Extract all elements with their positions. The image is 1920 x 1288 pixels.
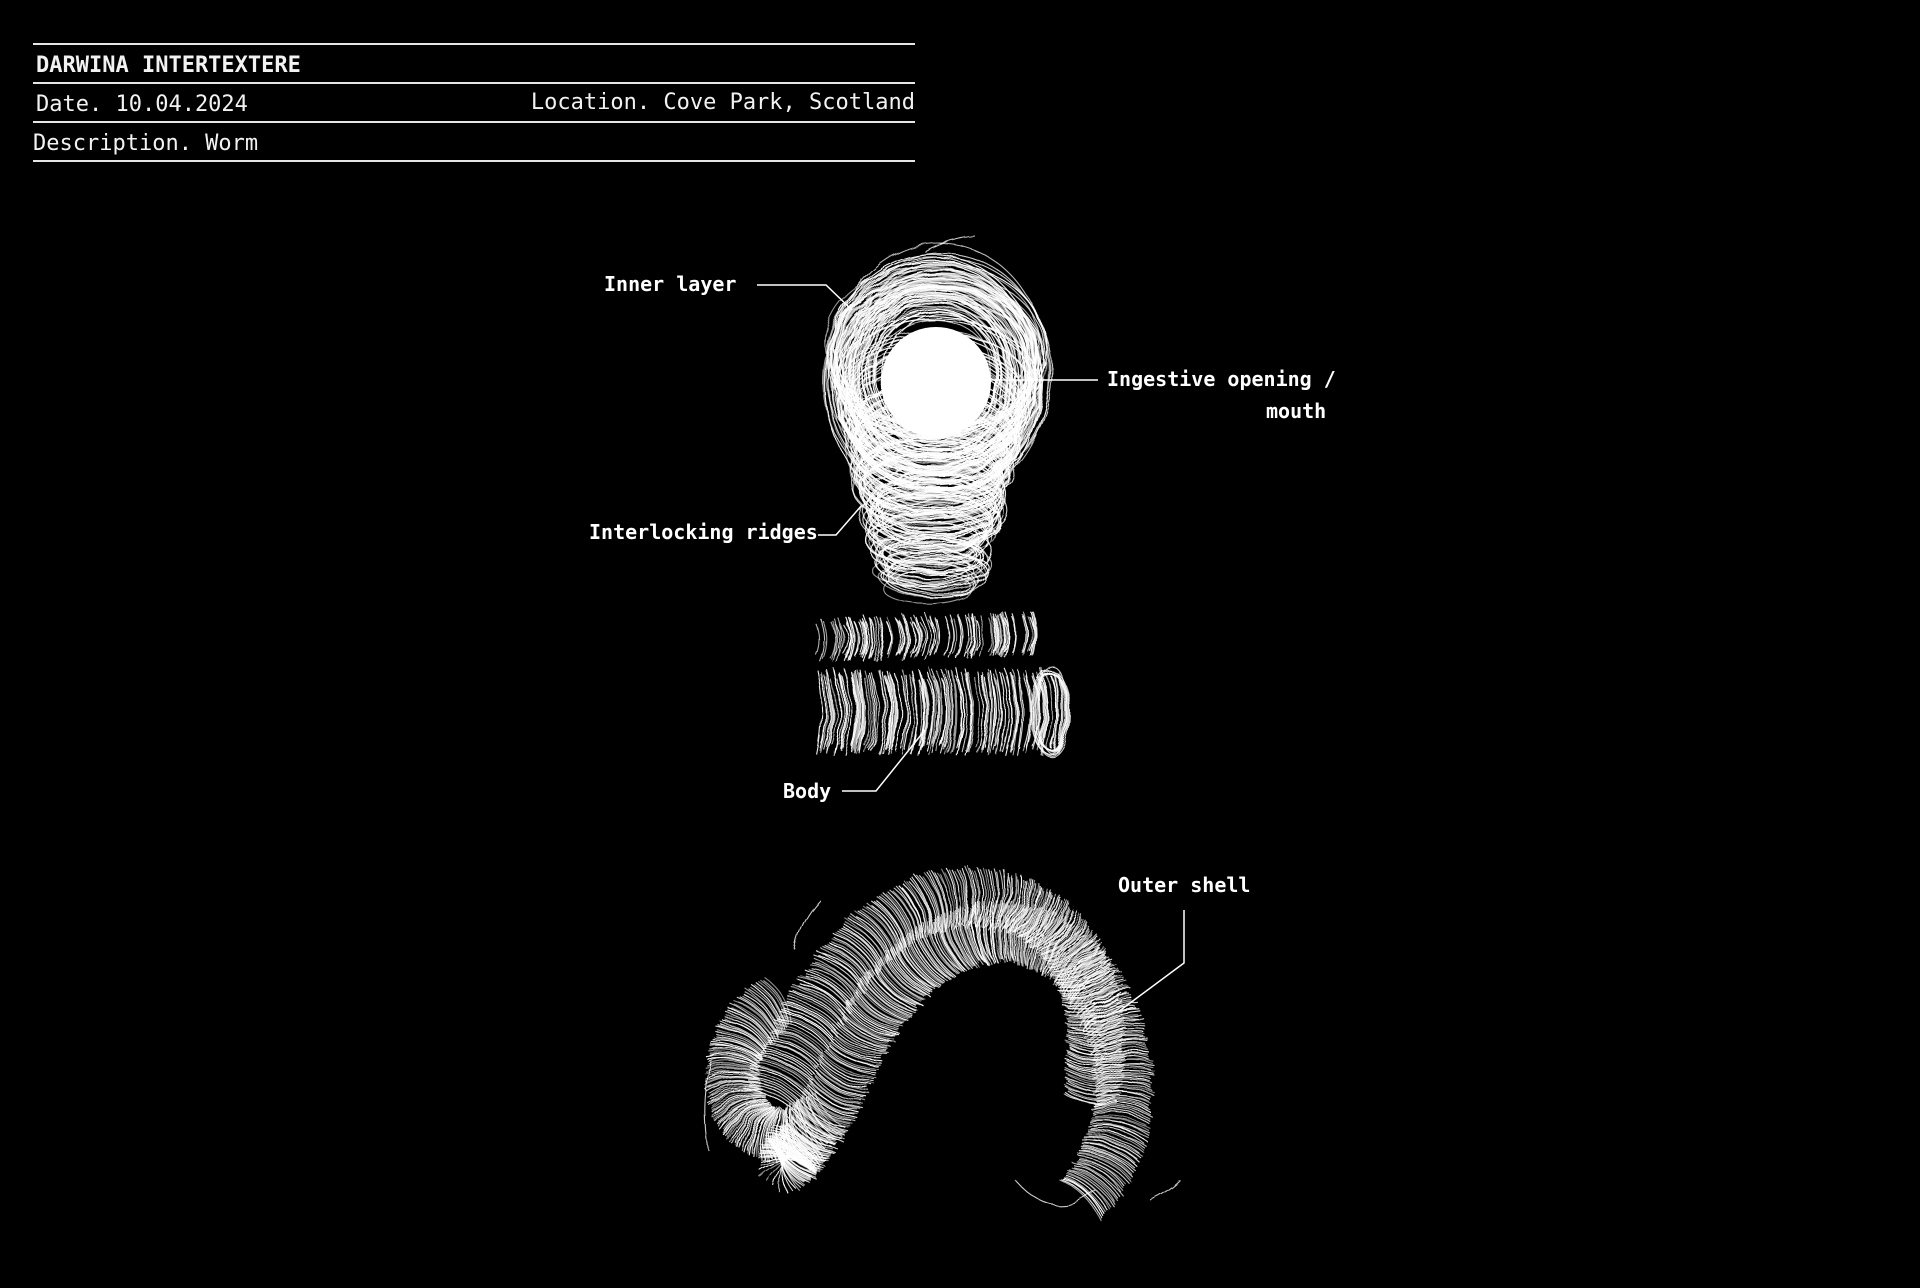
worm-outer-shell-drawing [704, 865, 1180, 1221]
worm-body-drawing [816, 611, 1069, 756]
label-body: Body [783, 779, 832, 803]
label-outer-shell: Outer shell [1118, 873, 1251, 897]
page-title: DARWINA INTERTEXTERE [36, 53, 301, 78]
label-interlocking-ridges: Interlocking ridges [589, 520, 818, 544]
label-ingestive-opening-line1: Ingestive opening / [1107, 367, 1336, 391]
label-inner-layer: Inner layer [604, 272, 737, 296]
mouth-opening [881, 327, 991, 437]
description-text: Description. Worm [33, 131, 259, 156]
date-text: Date. 10.04.2024 [36, 92, 248, 117]
location-text: Location. Cove Park, Scotland [530, 90, 915, 115]
leader-interlocking-ridges [818, 505, 862, 535]
label-ingestive-opening-line2: mouth [1266, 399, 1327, 423]
